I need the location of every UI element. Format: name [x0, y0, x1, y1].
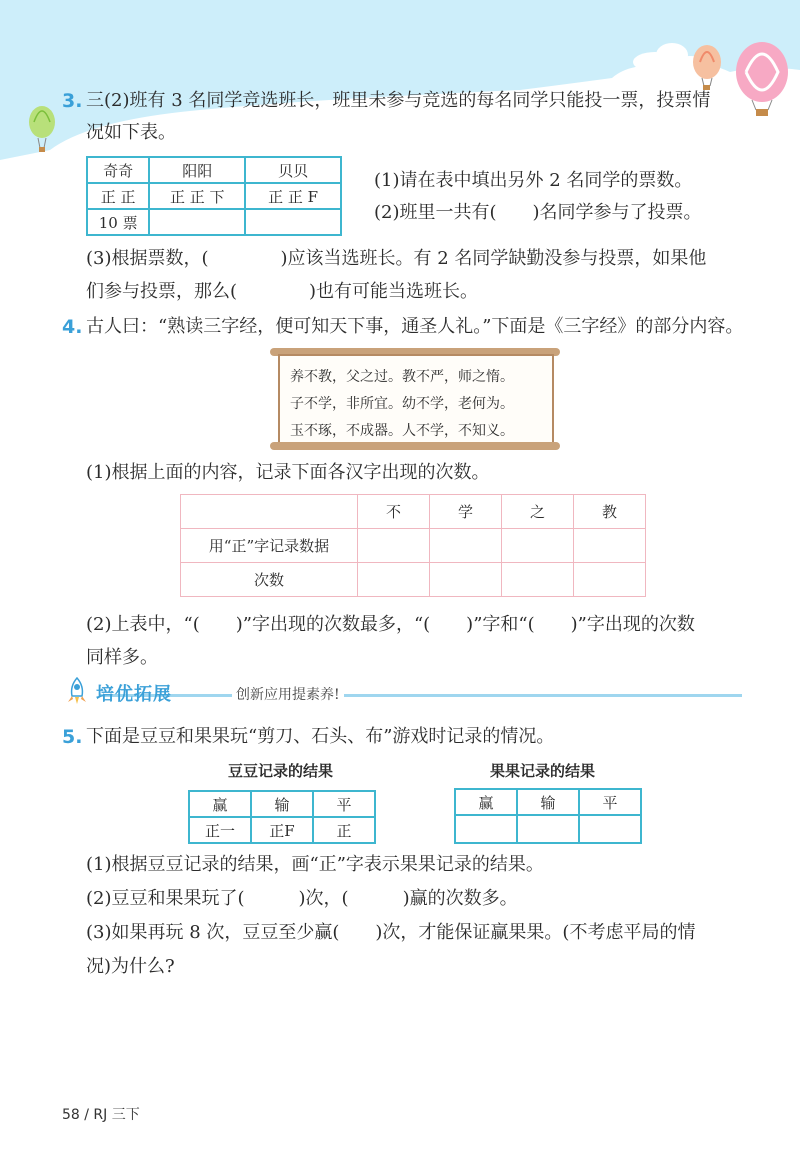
- sub-question: (2)豆豆和果果玩了( )次，( )赢的次数多。: [86, 888, 518, 909]
- scroll-text-line: 子不学，非所宜。幼不学，老何为。: [290, 396, 514, 412]
- doudou-table: [188, 790, 376, 844]
- answer-cell[interactable]: [501, 529, 573, 563]
- section-divider-line: [100, 694, 742, 697]
- tally-cell: 正 正: [87, 183, 149, 209]
- table-header-cell: 平: [313, 791, 375, 817]
- answer-cell[interactable]: [517, 815, 579, 843]
- scroll-text-line: 养不教，父之过。教不严，师之惰。: [290, 369, 514, 385]
- page-number: 58 / RJ 三下: [62, 1107, 140, 1123]
- question-number: 5.: [62, 726, 83, 748]
- table-header-cell: 阳阳: [149, 157, 245, 183]
- table-header-cell: 奇奇: [87, 157, 149, 183]
- scroll-rod-bottom: [270, 442, 560, 450]
- sanzijing-scroll: [278, 354, 554, 448]
- question-number: 3.: [62, 90, 83, 112]
- answer-cell[interactable]: [573, 529, 645, 563]
- table-header-cell: 学: [429, 495, 501, 529]
- vote-count-cell: 10 票: [87, 209, 149, 235]
- table-header-cell: 不: [357, 495, 429, 529]
- rocket-icon: [64, 676, 90, 710]
- answer-cell[interactable]: [429, 563, 501, 597]
- row-label: 次数: [181, 563, 358, 597]
- sub-question: 们参与投票，那么( )也有可能当选班长。: [86, 281, 479, 302]
- tally-cell: 正 正 F: [245, 183, 341, 209]
- answer-cell[interactable]: [501, 563, 573, 597]
- row-label: 用“正”字记录数据: [181, 529, 358, 563]
- tally-cell: 正F: [251, 817, 313, 843]
- table-header-cell: 输: [251, 791, 313, 817]
- answer-cell[interactable]: [357, 563, 429, 597]
- answer-cell[interactable]: [455, 815, 517, 843]
- question-text: 下面是豆豆和果果玩“剪刀、石头、布”游戏时记录的情况。: [86, 726, 555, 747]
- tally-cell: 正 正 下: [149, 183, 245, 209]
- sub-question: (3)根据票数，( )应该当选班长。有 2 名同学缺勤没参与投票，如果他: [86, 248, 707, 269]
- sub-question: (2)上表中，“( )”字出现的次数最多，“( )”字和“( )”字出现的次数: [86, 614, 695, 635]
- table-header-cell: 赢: [455, 789, 517, 815]
- table-title: 豆豆记录的结果: [228, 762, 334, 780]
- tally-cell: 正: [313, 817, 375, 843]
- answer-cell[interactable]: [573, 563, 645, 597]
- banner-title: 培优拓展: [96, 684, 172, 705]
- banner-subtitle: 创新应用提素养!: [232, 684, 344, 704]
- question-number: 4.: [62, 316, 83, 338]
- tally-cell: 正一: [189, 817, 251, 843]
- sub-question: 况)为什么?: [86, 956, 175, 977]
- char-count-table: [180, 494, 646, 597]
- table-header-cell: 赢: [189, 791, 251, 817]
- vote-count-cell[interactable]: [245, 209, 341, 235]
- question-text: 况如下表。: [86, 122, 176, 143]
- sub-question: 同样多。: [86, 647, 158, 668]
- answer-cell[interactable]: [579, 815, 641, 843]
- answer-cell[interactable]: [429, 529, 501, 563]
- hot-air-balloon-icon: [736, 42, 788, 116]
- table-header-cell: 贝贝: [245, 157, 341, 183]
- table-header-cell: 之: [501, 495, 573, 529]
- table-header-cell: 教: [573, 495, 645, 529]
- sub-question: (1)根据上面的内容，记录下面各汉字出现的次数。: [86, 462, 490, 483]
- table-header-cell: 输: [517, 789, 579, 815]
- guoguo-table: [454, 788, 642, 844]
- sub-question: (1)请在表中填出另外 2 名同学的票数。: [374, 170, 693, 191]
- question-text: 三(2)班有 3 名同学竞选班长，班里未参与竞选的每名同学只能投一票，投票情: [86, 90, 711, 111]
- table-header-cell: [181, 495, 358, 529]
- table-header-cell: 平: [579, 789, 641, 815]
- vote-table: [86, 156, 342, 236]
- sub-question: (1)根据豆豆记录的结果，画“正”字表示果果记录的结果。: [86, 854, 544, 875]
- hot-air-balloon-icon: [693, 45, 721, 90]
- table-title: 果果记录的结果: [490, 762, 596, 780]
- sub-question: (3)如果再玩 8 次，豆豆至少赢( )次，才能保证赢果果。(不考虑平局的情: [86, 922, 696, 943]
- answer-cell[interactable]: [357, 529, 429, 563]
- question-text: 古人曰：“熟读三字经，便可知天下事，通圣人礼。”下面是《三字经》的部分内容。: [86, 316, 744, 337]
- sub-question: (2)班里一共有( )名同学参与了投票。: [374, 202, 702, 223]
- scroll-text-line: 玉不琢，不成器。人不学，不知义。: [290, 423, 514, 439]
- vote-count-cell[interactable]: [149, 209, 245, 235]
